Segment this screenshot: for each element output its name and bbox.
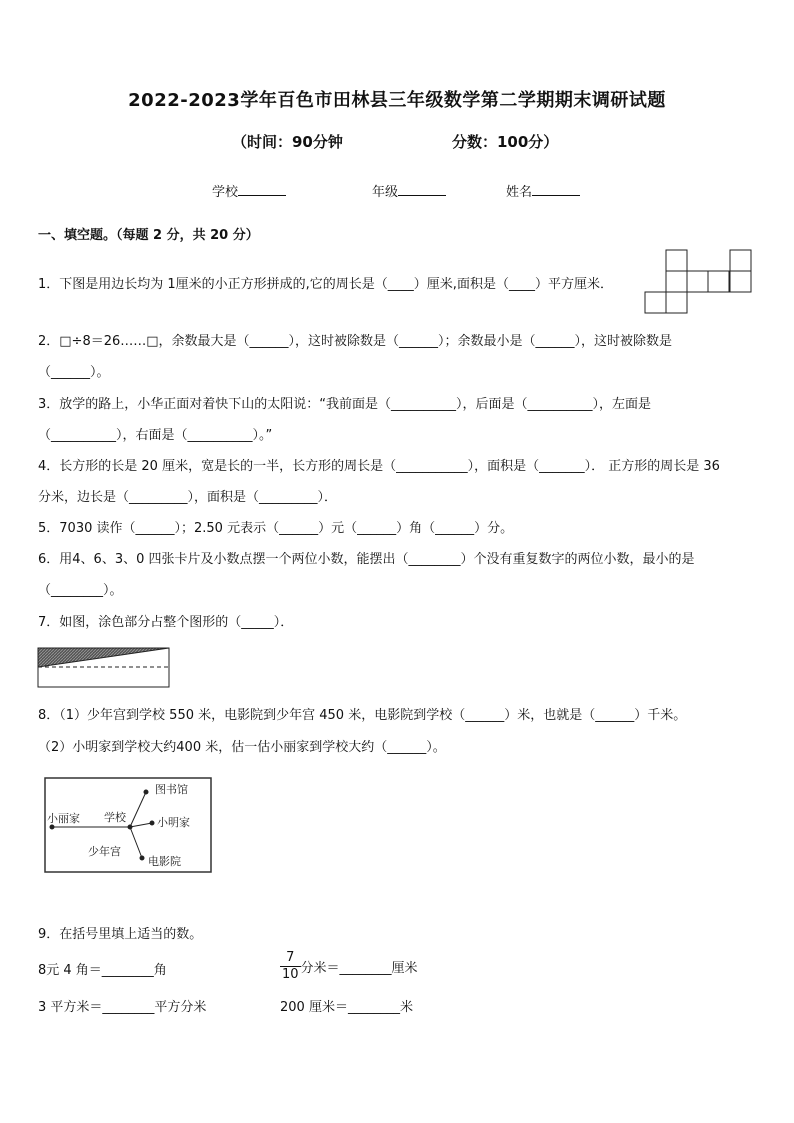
question-6: 6．用4、6、3、0 四张卡片及小数点摆一个两位小数，能摆出（________）个没有重复数字的两位小数，最小的是 (38, 552, 695, 567)
question-6-cont: （________）。 (38, 583, 123, 598)
map-xiaoli-label: 小丽家 (47, 812, 80, 825)
question-8-1: 8．（1）少年宫到学校 550 米，电影院到少年宫 450 米，电影院到学校（______）米，也就是（______）千米。 (38, 708, 687, 723)
fraction-numerator: 7 (280, 950, 301, 967)
grade-field (372, 181, 446, 200)
question-8-2: （2）小明家到学校大约400 米，估一估小丽家到学校大约（______）。 (38, 740, 446, 755)
grade-label: 年级 (372, 185, 399, 200)
shaded-rectangle-figure (36, 646, 172, 690)
school-field (212, 181, 286, 200)
question-1: 1．下图是用边长均为 1厘米的小正方形拼成的,它的周长是（____）厘米,面积是（____）平方厘米． (38, 277, 613, 292)
fraction-denominator: 10 (282, 967, 299, 982)
map-palace-label: 少年宫 (88, 845, 121, 858)
question-2-cont: （______）。 (38, 365, 110, 380)
exam-score: 分数：100分） (452, 133, 559, 151)
square-figure (643, 248, 753, 316)
question-2: 2．□÷8＝26……□，余数最大是（______），这时被除数是（______）；余数最小是（______），这时被除数是 (38, 334, 673, 349)
question-3-cont: （__________），右面是（__________）。” (38, 428, 273, 443)
section-heading: 一、填空题。（每题 2 分，共 20 分） (38, 228, 259, 243)
question-4: 4．长方形的长是 20 厘米，宽是长的一半，长方形的周长是（___________），面积是（_______）． 正方形的周长是 36 (38, 459, 720, 474)
school-label: 学校 (212, 185, 239, 200)
name-label: 姓名 (506, 185, 533, 200)
map-library-label: 图书馆 (155, 783, 188, 796)
question-9-d: 200 厘米＝________米 (280, 1000, 413, 1015)
question-9-c: 3 平方米＝________平方分米 (38, 1000, 207, 1015)
question-5: 5．7030 读作（______）；2.50 元表示（______）元（______）角（______）分。 (38, 521, 514, 536)
page-title: 2022-2023学年百色市田林县三年级数学第二学期期末调研试题 (128, 90, 666, 111)
question-9-a: 8元 4 角＝________角 (38, 963, 167, 978)
location-map (42, 775, 214, 875)
question-4-cont: 分米，边长是（_________），面积是（_________）． (38, 490, 338, 505)
question-7: 7．如图，涂色部分占整个图形的（_____）． (38, 615, 294, 630)
question-9-b (280, 950, 418, 983)
map-school-label: 学校 (104, 811, 126, 824)
name-blank[interactable] (532, 183, 580, 196)
name-field (506, 181, 580, 200)
question-9-b-text: 分米＝________厘米 (300, 961, 418, 976)
fraction (280, 950, 301, 983)
map-cinema-label: 电影院 (148, 855, 181, 868)
exam-time: （时间：90分钟 (232, 133, 343, 151)
school-blank[interactable] (238, 183, 286, 196)
question-9: 9．在括号里填上适当的数。 (38, 927, 203, 942)
grade-blank[interactable] (398, 183, 446, 196)
question-3: 3．放学的路上，小华正面对着快下山的太阳说：“我前面是（__________），后面是（__________），左面是 (38, 397, 652, 412)
map-xiaoming-label: 小明家 (157, 816, 190, 829)
